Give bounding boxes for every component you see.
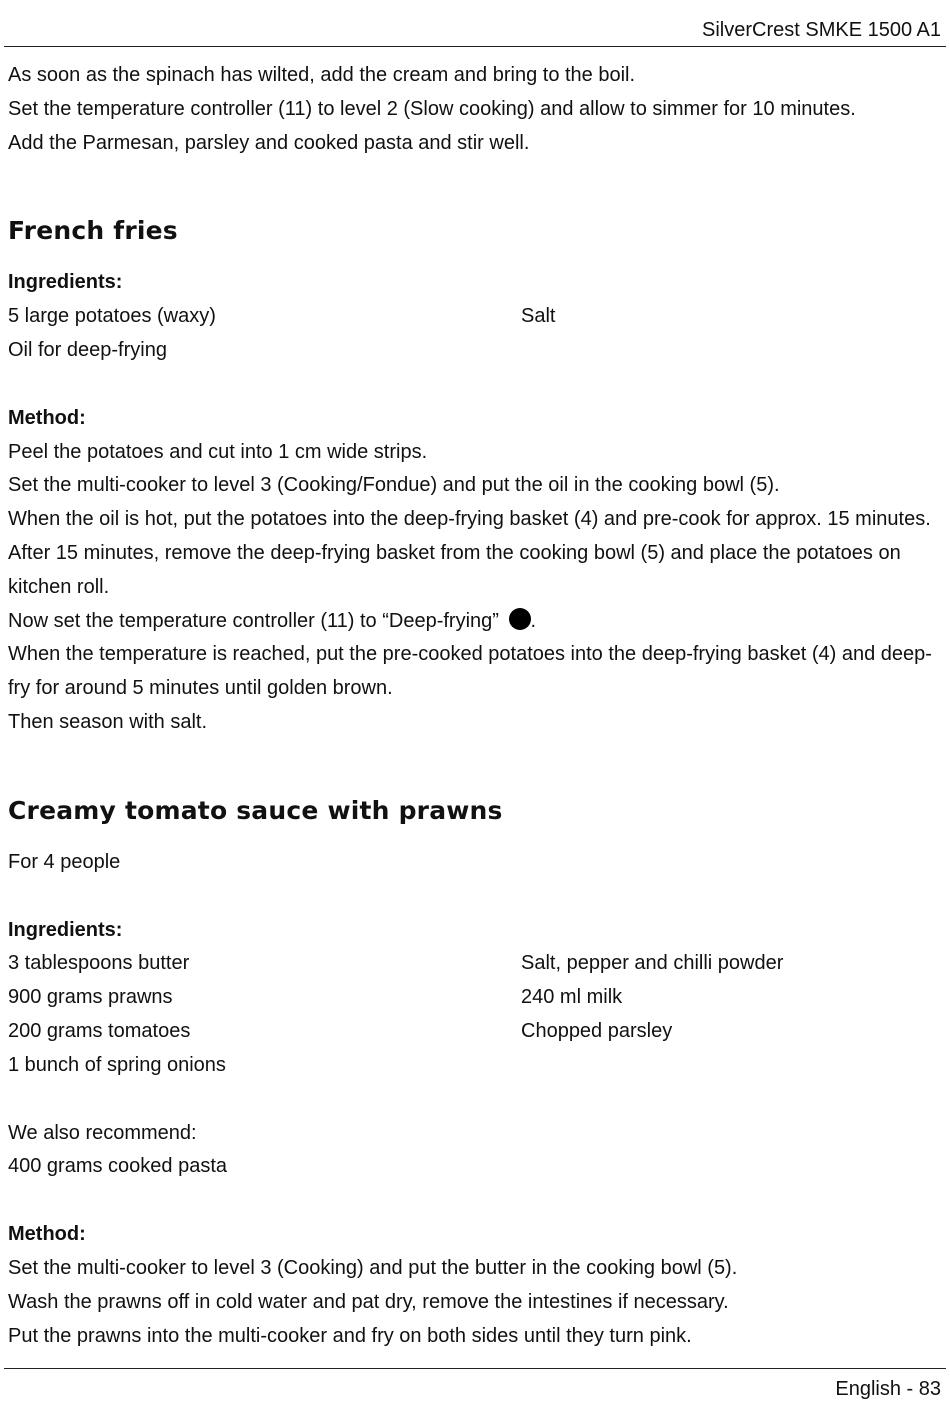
method-step-text: . bbox=[530, 609, 537, 632]
method-label: Method: bbox=[8, 406, 86, 429]
intro-line: Add the Parmesan, parsley and cooked pasta and stir well. bbox=[8, 131, 530, 154]
page-number: English - 83 bbox=[835, 1378, 941, 1400]
ingredient-item: Oil for deep-frying bbox=[8, 338, 167, 361]
method-step: Peel the potatoes and cut into 1 cm wide strips. bbox=[8, 440, 428, 463]
ingredient-item: Chopped parsley bbox=[521, 1019, 673, 1042]
ingredient-item: 1 bunch of spring onions bbox=[8, 1053, 226, 1076]
ingredient-item: 5 large potatoes (waxy) bbox=[8, 305, 216, 328]
ingredient-item: 3 tablespoons butter bbox=[8, 952, 190, 975]
method-step-text: Now set the temperature controller (11) to “Deep-frying” bbox=[8, 609, 505, 632]
ingredient-item: 240 ml milk bbox=[521, 986, 623, 1009]
method-step: Put the prawns into the multi-cooker and fry on both sides until they turn pink. bbox=[8, 1324, 692, 1347]
method-step: Wash the prawns off in cold water and pat dry, remove the intestines if necessary. bbox=[8, 1290, 729, 1313]
header-divider bbox=[4, 46, 946, 47]
intro-line: Set the temperature controller (11) to level 2 (Slow cooking) and allow to simmer for 10 minutes. bbox=[8, 97, 856, 120]
document-header-title: SilverCrest SMKE 1500 A1 bbox=[702, 19, 941, 41]
recommend-item: 400 grams cooked pasta bbox=[8, 1155, 228, 1178]
method-step: Then season with salt. bbox=[8, 710, 207, 733]
recommend-label: We also recommend: bbox=[8, 1121, 197, 1144]
ingredient-item: 200 grams tomatoes bbox=[8, 1019, 191, 1042]
method-step-deep-fry bbox=[8, 605, 938, 639]
method-step: After 15 minutes, remove the deep-frying basket from the cooking bowl (5) and place the potatoes on kitchen roll. bbox=[8, 541, 901, 598]
method-step: When the temperature is reached, put the pre-cooked potatoes into the deep-frying basket (4) and deep-fry for around 5 minutes until golden brown. bbox=[8, 643, 932, 700]
filled-circle-icon bbox=[509, 608, 531, 630]
page-content bbox=[8, 59, 938, 1353]
intro-line: As soon as the spinach has wilted, add the cream and bring to the boil. bbox=[8, 64, 636, 86]
method-step: Set the multi-cooker to level 3 (Cooking/Fondue) and put the oil in the cooking bowl (5). bbox=[8, 474, 780, 497]
ingredient-item: Salt bbox=[521, 305, 556, 328]
method-label: Method: bbox=[8, 1223, 86, 1246]
footer-divider bbox=[4, 1368, 946, 1369]
ingredients-label: Ingredients: bbox=[8, 271, 123, 294]
ingredient-item: 900 grams prawns bbox=[8, 986, 173, 1009]
recipe-title-french-fries: French fries bbox=[8, 216, 178, 246]
servings-text: For 4 people bbox=[8, 850, 121, 873]
ingredients-label: Ingredients: bbox=[8, 918, 123, 941]
ingredients-list bbox=[8, 300, 938, 368]
method-step: When the oil is hot, put the potatoes into the deep-frying basket (4) and pre-cook for approx. 15 minutes. bbox=[8, 508, 931, 531]
recipe-title-tomato-sauce: Creamy tomato sauce with prawns bbox=[8, 795, 503, 825]
ingredients-list bbox=[8, 947, 938, 1082]
method-step: Set the multi-cooker to level 3 (Cooking) and put the butter in the cooking bowl (5). bbox=[8, 1256, 738, 1279]
ingredient-item: Salt, pepper and chilli powder bbox=[521, 952, 784, 975]
